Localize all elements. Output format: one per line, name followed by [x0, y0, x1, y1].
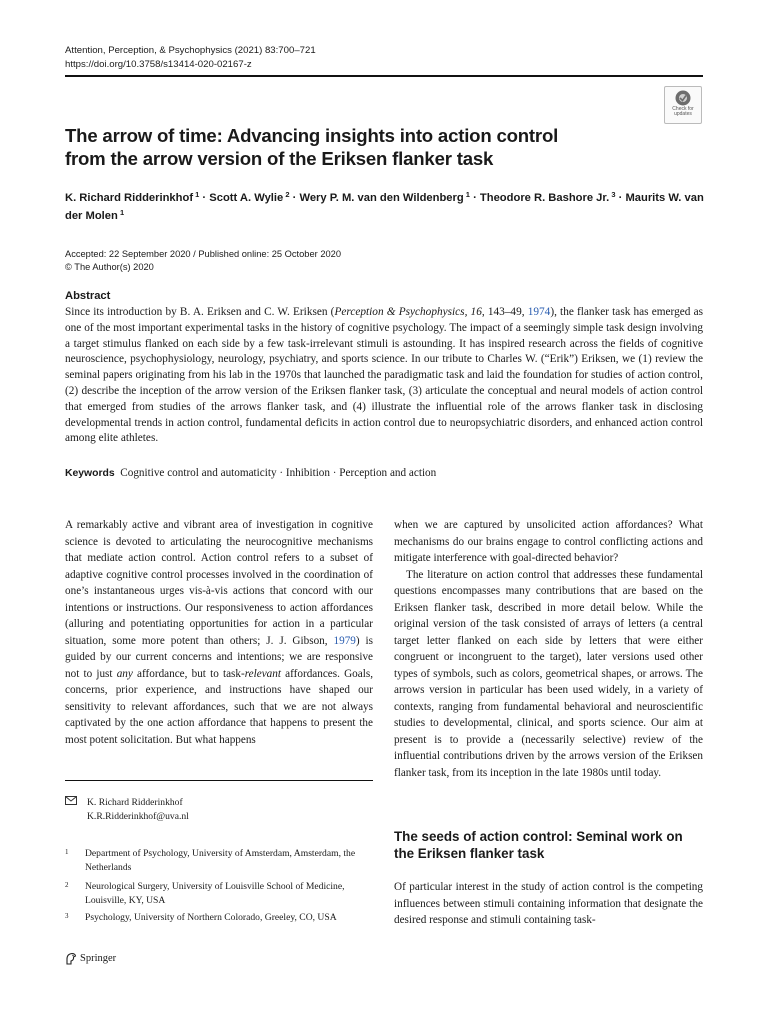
- journal-reference: Perception & Psychophysics, 16: [334, 306, 482, 318]
- journal-header: [65, 44, 316, 72]
- contact-name: K. Richard Ridderinkhof: [87, 797, 183, 808]
- author-name[interactable]: K. Richard Ridderinkhof: [65, 192, 194, 204]
- text-segment: A remarkably active and vibrant area of investigation in cognitive science is devoted to articulating the neurocognitive mechanisms that mediate action control. Action control refers to a subset of adaptive cognitive control processes involved in the coordination of one’s instantaneous urges vis-à-vis actions that concord with our intentions or instructions. Our responsiveness to action affordances (alluring and potentiating opportunities for action in a particular situation, some more potent than others; J. J. Gibson,: [65, 519, 373, 647]
- section-body: [394, 879, 703, 929]
- title-line-2: from the arrow version of the Eriksen flanker task: [65, 148, 494, 169]
- text-segment: affordance, but to task-: [132, 667, 245, 680]
- abstract-segment: , 143–49,: [481, 306, 528, 318]
- affiliation: [65, 880, 375, 907]
- footnote-rule: [65, 780, 373, 781]
- paper-title: [65, 124, 605, 170]
- accepted-published-dates: Accepted: 22 September 2020 / Published online: 25 October 2020: [65, 249, 341, 259]
- contact-email[interactable]: K.R.Ridderinkhof@uva.nl: [87, 811, 189, 822]
- check-for-updates-line2: updates: [674, 111, 692, 117]
- body-column-left: [65, 517, 373, 748]
- copyright-notice: © The Author(s) 2020: [65, 261, 154, 272]
- affiliation-text: Psychology, University of Northern Colorado, Greeley, CO, USA: [85, 912, 337, 923]
- body-paragraph: The literature on action control that addresses these fundamental questions encompasses many contributions that are based on the Eriksen flanker task, described in more detail below. While the original version of the task consisted of arrays of letters (a central target letter flanked on each side by letters that were either congruent or incongruent to the target), later versions used other types of symbols, such as colors, geometrical shapes, or arrows. The arrows version in particular has been used widely, in a variety of contexts, ranging from fundamental behavioral and neuroscientific studies to developmental, clinical, and sports science. Our aim at present is to provide a (necessarily selective) review of the influential contributions driven by the arrows version of the Eriksen flanker task, from its inception in the late 1980s until today.: [394, 568, 703, 779]
- body-column-right: [394, 517, 703, 781]
- abstract-segment: Since its introduction by B. A. Eriksen and C. W. Eriksen (: [65, 306, 335, 318]
- publisher-logo[interactable]: [65, 952, 116, 965]
- author-affiliation-marker: 1: [195, 190, 200, 199]
- affiliation-number: 3: [65, 912, 69, 920]
- affiliation: [65, 911, 375, 925]
- abstract-heading: Abstract: [65, 290, 111, 302]
- body-paragraph: when we are captured by unsolicited action affordances? What mechanisms do our brains engage to control conflicting actions and mitigate interference with goal-directed behavior?: [394, 519, 703, 564]
- check-for-updates-icon: [675, 90, 691, 106]
- publisher-name: Springer: [80, 953, 117, 964]
- author-name[interactable]: Theodore R. Bashore Jr.: [479, 192, 610, 204]
- emphasis-text: relevant: [244, 667, 281, 680]
- keywords: [65, 466, 703, 481]
- author-affiliation-marker: 1: [465, 190, 470, 199]
- check-for-updates-badge[interactable]: [664, 86, 702, 124]
- publication-dates: [65, 248, 341, 273]
- citation-link[interactable]: 1974: [527, 306, 551, 318]
- affiliation-number: 2: [65, 881, 69, 889]
- header-rule: [65, 75, 703, 77]
- journal-citation: Attention, Perception, & Psychophysics (2021) 83:700–721: [65, 45, 316, 56]
- envelope-icon: [65, 796, 79, 810]
- abstract-segment: ), the flanker task has emerged as one of the most important experimental tasks in the history of cognitive psychology. The impact of a seemingly simple task design involving a target stimulus flanked on each side by a few task-irrelevant stimuli is astounding. It has inspired research across the fields of cognitive neuroscience, psychophysiology, neurology, psychiatry, and sports science. In our tribute to Charles W. (“Erik”) Eriksen, we (1) review the seminal papers originating from his lab in the 1970s that launched the paradigmatic task and laid the foundation for studies of action control, (2) describe the inception of the arrow version of the Eriksen flanker task, (3) articulate the conceptual and neural models of action control that emerged from studies of the arrows flanker task, and (4) illustrate the influential role of the arrows flanker task in disclosing developmental trends in action control, fundamental deficits in action control due to neuropsychiatric disorders, and enhanced action control among elite athletes.: [65, 306, 703, 445]
- keywords-label: Keywords: [65, 468, 115, 479]
- springer-horse-icon: [65, 952, 77, 965]
- body-paragraph: [65, 517, 373, 748]
- keywords-list: Cognitive control and automaticity · Inhibition · Perception and action: [120, 467, 437, 479]
- text-segment: ) is guided by our current concerns and intentions; we are responsive not to just: [65, 634, 374, 680]
- citation-link[interactable]: 1979: [333, 634, 356, 647]
- author-affiliation-marker: 1: [119, 208, 125, 217]
- corresponding-author: [65, 796, 189, 824]
- affiliation-text: Neurological Surgery, University of Louisville School of Medicine, Louisville, KY, USA: [85, 881, 345, 906]
- text-segment: affordances. Goals, concerns, prior experience, and instructions have shaped our sensitivity to relevant affordances, such that we are not always captivated by the one action affordance that happens to present the most potent solicitation. But what happens: [65, 667, 374, 746]
- affiliation-number: 1: [65, 848, 69, 856]
- affiliation-text: Department of Psychology, University of Amsterdam, Amsterdam, the Netherlands: [85, 848, 356, 873]
- author-name[interactable]: Maurits W. van der Molen: [65, 192, 704, 222]
- doi-link[interactable]: https://doi.org/10.3758/s13414-020-02167-z: [65, 59, 252, 70]
- check-for-updates-line1: Check for: [672, 106, 694, 112]
- abstract-text: [65, 305, 703, 447]
- author-list: K. Richard Ridderinkhof $^1$ · Scott A. Wylie $^2$ · Wery P. M. van den Wildenberg $^1$ · Theodore R. Bashore Jr. $^3$ · Maurits W. van der Molen $^1$: [65, 190, 704, 222]
- author-affiliation-marker: 3: [611, 190, 616, 199]
- affiliation: [65, 847, 375, 874]
- title-line-1: The arrow of time: Advancing insights into action control: [65, 125, 559, 146]
- author-name[interactable]: Scott A. Wylie: [209, 192, 284, 204]
- emphasis-text: any: [116, 667, 133, 680]
- body-paragraph: Of particular interest in the study of action control is the competing influences between stimuli containing information that designate the desired response and stimuli containing task-: [394, 881, 703, 926]
- section-heading: The seeds of action control: Seminal work on the Eriksen flanker task: [394, 829, 683, 861]
- author-affiliation-marker: 2: [285, 190, 290, 199]
- author-name[interactable]: Wery P. M. van den Wildenberg: [299, 192, 464, 204]
